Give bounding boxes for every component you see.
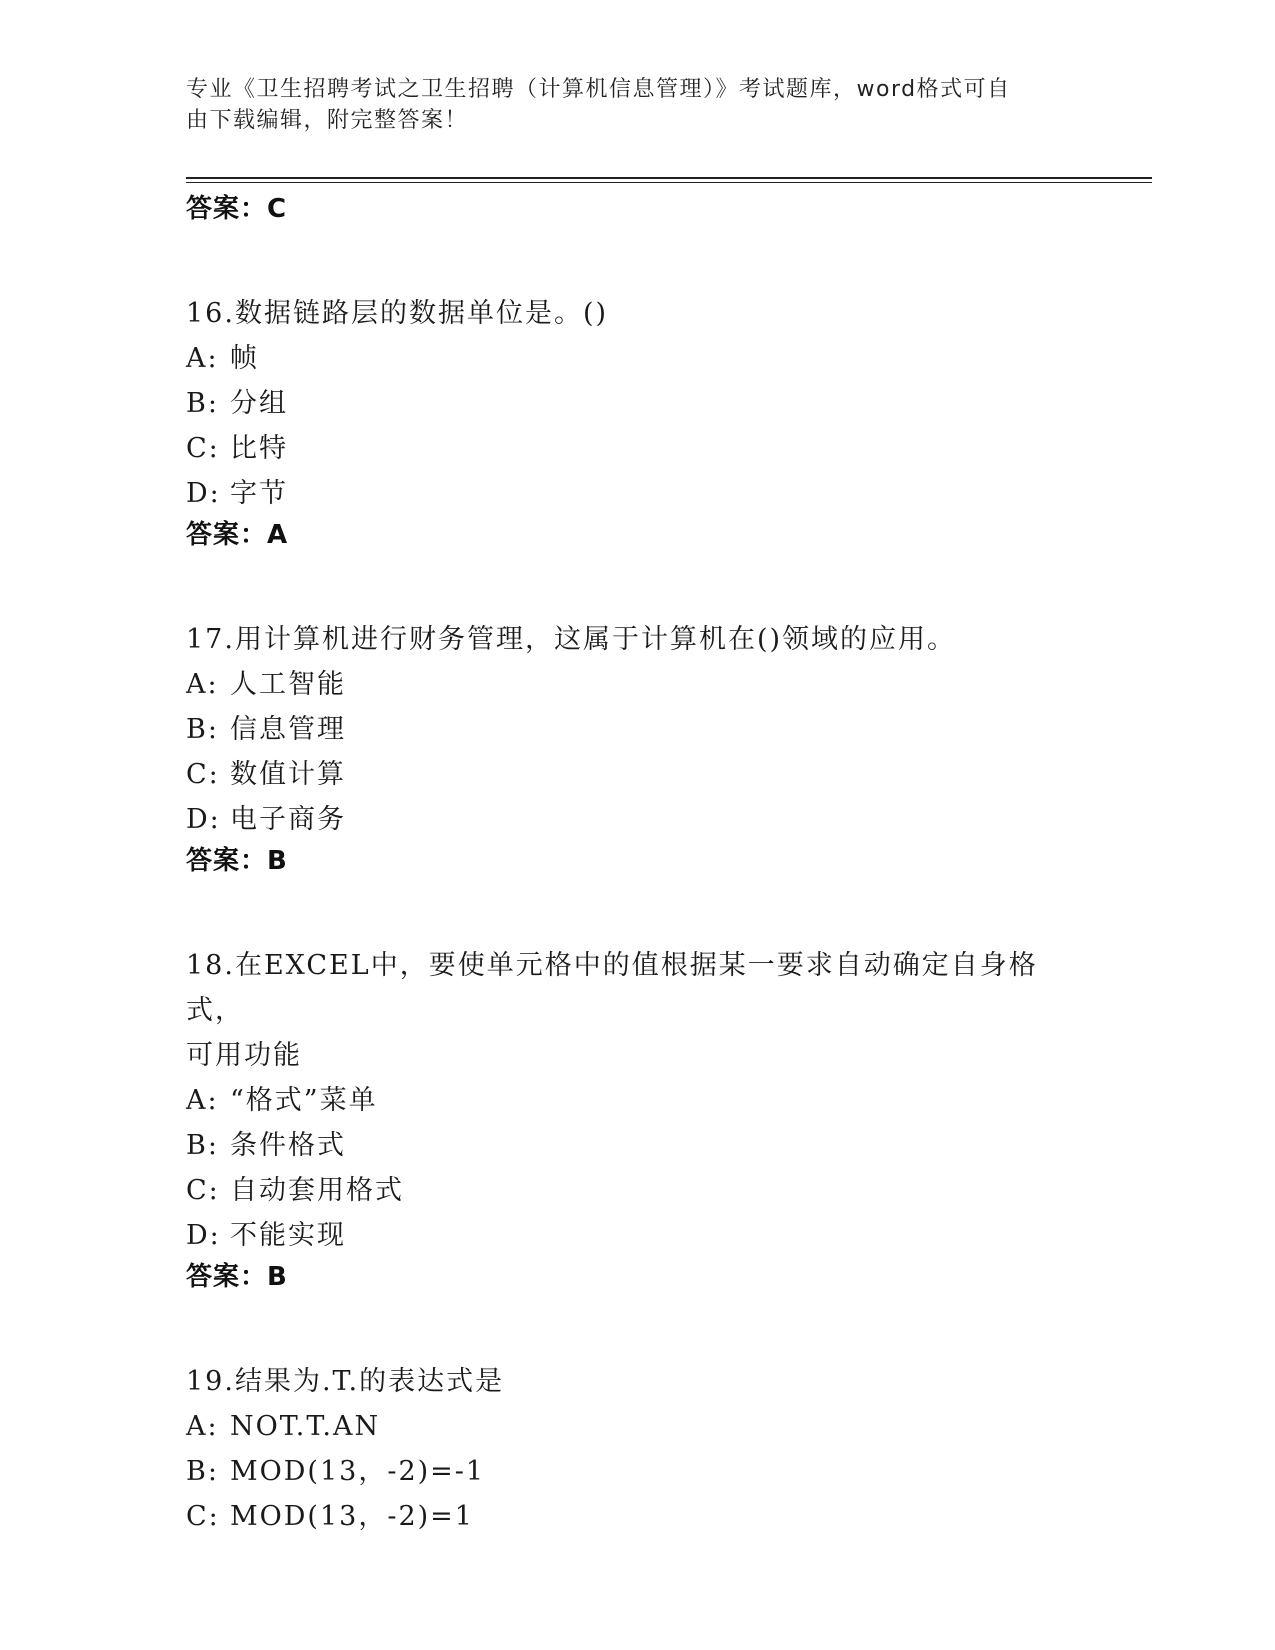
question-stem: 17.用计算机进行财务管理，这属于计算机在()领域的应用。 <box>186 624 957 655</box>
option-a <box>186 1404 1086 1449</box>
option-d <box>186 471 1086 516</box>
option-text: 条件格式 <box>230 1130 346 1161</box>
option-text: 电子商务 <box>230 804 346 835</box>
question-19 <box>186 1359 1086 1539</box>
question-stem: 16.数据链路层的数据单位是。() <box>186 298 609 329</box>
question-stem: 19.结果为.T.的表达式是 <box>186 1366 505 1397</box>
option-letter: A: <box>186 1411 219 1442</box>
option-letter: C: <box>186 759 220 790</box>
option-letter: B: <box>186 388 219 419</box>
option-text: 人工智能 <box>230 669 346 700</box>
answer: 答案：B <box>186 846 288 876</box>
option-letter: C: <box>186 433 220 464</box>
question-17 <box>186 617 1086 887</box>
header-line-2: 由下载编辑，附完整答案！ <box>186 108 469 133</box>
question-18 <box>186 943 1086 1303</box>
option-text: 帧 <box>230 343 259 374</box>
option-text: NOT.T.AN <box>230 1411 381 1442</box>
option-text: MOD(13，-2)=1 <box>230 1501 474 1532</box>
option-letter: A: <box>186 669 219 700</box>
option-text: 比特 <box>230 433 288 464</box>
option-letter: B: <box>186 1456 219 1487</box>
option-letter: B: <box>186 714 219 745</box>
answer: 答案：A <box>186 520 289 550</box>
question-16 <box>186 291 1086 561</box>
option-b <box>186 707 1086 752</box>
option-letter: C: <box>186 1175 220 1206</box>
option-b <box>186 381 1086 426</box>
option-c <box>186 1168 1086 1213</box>
option-text: 自动套用格式 <box>230 1175 404 1206</box>
option-text: MOD(13，-2)=-1 <box>230 1456 486 1487</box>
answer-prev: 答案：C <box>186 194 288 224</box>
option-b <box>186 1449 1086 1494</box>
option-letter: D: <box>186 804 221 835</box>
header-divider <box>186 177 1152 179</box>
option-letter: D: <box>186 478 221 509</box>
document-header <box>186 74 1066 136</box>
option-c <box>186 1494 1086 1539</box>
question-stem-line-1: 18.在EXCEL中，要使单元格中的值根据某一要求自动确定自身格式， <box>186 950 1038 1026</box>
option-text: 信息管理 <box>230 714 346 745</box>
option-letter: B: <box>186 1130 219 1161</box>
answer: 答案：B <box>186 1262 288 1292</box>
option-letter: D: <box>186 1220 221 1251</box>
option-c <box>186 426 1086 471</box>
question-stem <box>186 943 1086 1078</box>
option-letter: C: <box>186 1501 220 1532</box>
option-text: “格式”菜单 <box>230 1085 378 1116</box>
option-text: 分组 <box>230 388 288 419</box>
option-a <box>186 336 1086 381</box>
option-c <box>186 752 1086 797</box>
option-letter: A: <box>186 343 219 374</box>
option-a <box>186 662 1086 707</box>
option-letter: A: <box>186 1085 219 1116</box>
option-text: 字节 <box>230 478 288 509</box>
question-list <box>186 190 1086 1539</box>
header-divider-thin <box>186 182 1152 183</box>
option-d <box>186 1213 1086 1258</box>
header-line-1: 专业《卫生招聘考试之卫生招聘（计算机信息管理）》考试题库，word格式可自 <box>186 77 1011 102</box>
option-d <box>186 797 1086 842</box>
option-text: 不能实现 <box>230 1220 346 1251</box>
option-b <box>186 1123 1086 1168</box>
option-text: 数值计算 <box>230 759 346 790</box>
question-stem-line-2: 可用功能 <box>186 1040 302 1071</box>
option-a <box>186 1078 1086 1123</box>
